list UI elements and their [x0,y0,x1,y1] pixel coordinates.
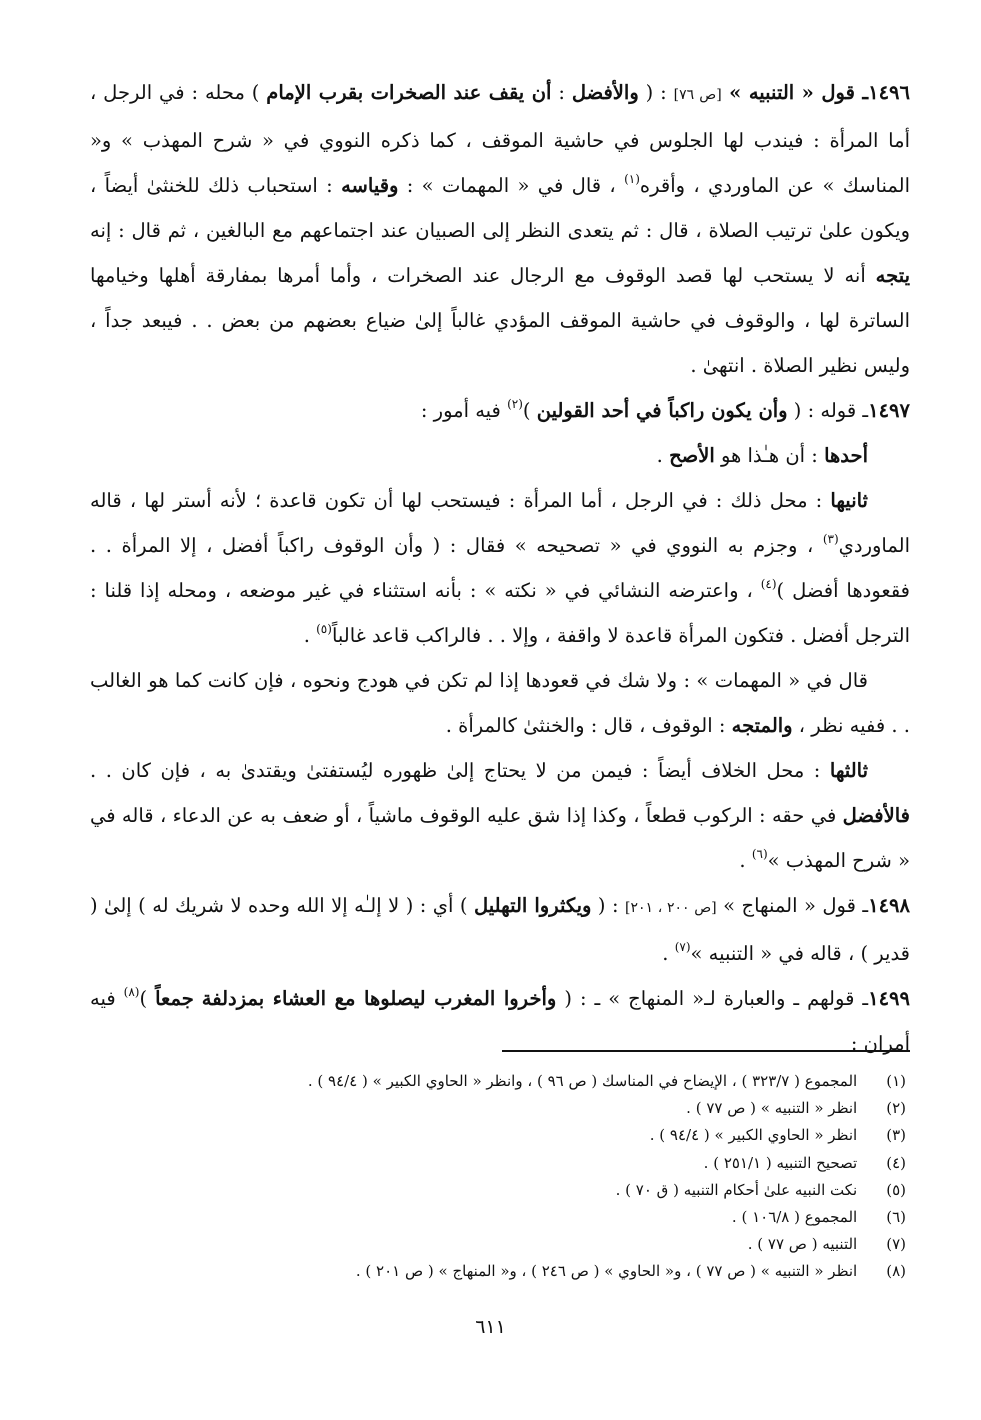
text-segment: : محل الخلاف أيضاً : فيمن من لا يحتاج إلىٰ ظهوره ليُستفتىٰ ويقتدىٰ به ، فإن كان . . [90,759,830,782]
text-segment: مع البالغين ، ثم قال : إنه [90,219,293,242]
text-segment: المهذب » و« المناسك » عن الماوردي ، وأقره [90,129,910,197]
paragraph [90,658,910,748]
text-segment: في حقه : الركوب قطعاً ، وكذا إذا شق عليه الوقوف ماشياً ، أو ضعف به عن الدعاء ، [159,804,843,827]
page-number: ٦١١ [475,1316,506,1338]
text-segment: . [662,942,675,965]
text-segment: أن يقف عند الصخرات بقرب الإمام [266,81,552,104]
footnote-separator [502,1050,910,1052]
footnote [156,1258,906,1285]
text-segment: ـ قول « المنهاج » [716,894,869,917]
footnote-marker: (٧) [674,940,691,954]
text-segment: يتجه [875,264,911,287]
paragraph [90,748,910,883]
footnote-marker: (٥) [316,622,332,636]
text-segment: . [656,444,670,467]
paragraph [90,976,910,1066]
text-segment: : الوقوف ، قال : والخنثىٰ كالمرأة . [445,714,732,737]
text-segment: أنه لا يستحب لها قصد الوقوف مع الرجال عند الصخرات ، وأما [329,264,876,287]
text-segment: بعضهم من بعض . . فيبعد جداً ، وليس نظير الصلاة . انتهىٰ . [90,309,910,377]
footnote [156,1231,906,1258]
footnote [156,1122,906,1149]
paragraph [90,388,910,433]
footnote-number: (٤) [886,1153,906,1172]
text-segment: ويكثروا التهليل [473,894,592,917]
text-segment: فيه أمران : [90,987,910,1055]
footnote-text: نكت النبيه علىٰ أحكام التنبيه ( ق ٧٠ ) . [615,1180,858,1199]
text-segment: الأصح [669,444,715,467]
text-segment: ومحله إذا قلنا : الترجل أفضل . فتكون المرأة قاعدة لا واقفة ، وإلا . . فالراكب قاعد غالباً [90,579,910,647]
text-segment: ثانيها [830,489,868,512]
text-segment: في الرجل ، أما المرأة : فيندب لها الجلوس في حاشية الموقف ، كما ذكره النووي في « شرح [90,81,910,152]
text-segment: : استحباب [247,174,342,197]
paragraph [90,478,910,658]
footnote-marker: (٤) [760,577,777,591]
paragraph [90,883,910,976]
paragraph [90,70,910,388]
text-segment: وقياسه [341,174,399,197]
footnote [156,1095,906,1122]
footnote [156,1150,906,1177]
text-segment: قال في « المهمات » : ولا شك في قعودها إذا لم تكن في هودج ونحوه ، فإن كانت كما هو [148,669,868,692]
text-segment: ، قال في « المهمات » : [398,174,625,197]
footnote [156,1068,906,1095]
text-segment: والمتجه [731,714,793,737]
text-segment: : ( [591,894,626,917]
footnote-text: انظر « الحاوي الكبير » ( ٩٤/٤ ) . [649,1126,858,1145]
footnote-number: (٧) [886,1235,906,1254]
text-segment: ١٤٩٩ [868,987,911,1010]
text-segment: قاله الماوردي [90,489,910,557]
text-segment: ، وجزم به النووي في « تصحيحه » فقال : ( وأن الوقوف راكباً أفضل ، إلا [180,534,823,557]
footnote-marker: (٨) [123,985,140,999]
text-segment: فيه أمور : [420,399,508,422]
text-segment: . [303,624,317,647]
text-segment: ـ قول « التنبيه » [721,81,869,104]
text-segment: فالأفضل [842,804,911,827]
text-segment: قاله في « شرح المهذب » [90,804,910,872]
page-reference: [ص ٧٦] [673,87,722,103]
text-segment: أحدها [824,444,868,467]
text-segment: ، واعترضه النشائي في « نكته » : بأنه استثناء في غير موضعه ، [224,579,761,602]
footnote-marker: (١) [624,172,640,186]
text-segment: ـ قوله : ( [787,399,869,422]
text-segment: ١٤٩٧ [868,399,910,422]
footnote-number: (٦) [886,1208,906,1227]
footnote-text: التنبيه ( ص ٧٧ ) . [747,1235,858,1254]
footnote [156,1204,906,1231]
text-segment: ثالثها [829,759,868,782]
footnote-number: (١) [886,1072,906,1090]
footnote-number: (٨) [886,1262,906,1281]
paragraph [90,433,910,478]
text-segment: وأن يكون راكباً في أحد القولين [536,399,788,422]
text-segment: : محل ذلك : في الرجل ، أما المرأة : فيستحب لها أن تكون قاعدة ؛ لأنه أستر لها ، [129,489,831,512]
footnote-number: (٣) [886,1126,906,1145]
footnote [156,1177,906,1204]
footnote-number: (٥) [886,1180,906,1199]
text-segment: ) [522,399,537,422]
text-segment: : ( [638,81,674,104]
text-segment: ـ قولهم ـ والعبارة لـ« المنهاج » ـ : ( [556,987,869,1010]
text-segment: والأفضل [571,81,639,104]
text-segment: ذلك للخنثىٰ أيضاً ، ويكون علىٰ ترتيب الصلاة ، قال : ثم يتعدى النظر إلى الصبيان عند اجتماعهم [90,174,911,242]
page-reference: [ص ٢٠٠ ، ٢٠١] [625,900,717,916]
text-segment: ١٤٩٦ [868,81,910,104]
text-segment: جمعاً [155,987,194,1010]
footnote-text: المجموع ( ١٠٦/٨ ) . [731,1208,858,1227]
footnote-number: (٢) [886,1099,906,1118]
footnote-text: المجموع ( ٣٢٣/٧ ) ، الإيضاح في المناسك ( ص ٩٦ ) ، وانظر « الحاوي الكبير » ( ٩٤/٤ ) . [307,1072,858,1090]
text-segment: ) [139,987,156,1010]
footnote-marker: (٦) [751,847,768,861]
text-segment: وأخروا المغرب ليصلوها مع العشاء بمزدلفة [201,987,557,1010]
footnote-marker: (٣) [822,532,839,546]
text-segment: الغالب . . ففيه نظر ، [90,669,910,737]
text-segment: ) محله : [191,81,267,104]
text-segment: : أن هـٰذا هو [714,444,825,467]
text-segment: لا شريك له ) إلىٰ ( قدير ) ، قاله في « التنبيه » [90,894,910,965]
main-text [90,70,910,1066]
footnote-text: انظر « التنبيه » ( ص ٧٧ ) . [686,1099,858,1118]
text-segment: ) أي : ( لا إلـٰه إلا الله وحده [248,894,474,917]
footnote-text: انظر « التنبيه » ( ص ٧٧ ) ، و« الحاوي » ( ص ٢٤٦ ) ، و« المنهاج » ( ص ٢٠١ ) . [355,1262,858,1281]
text-segment: أمرها بمفارقة أهلها وخيامها الساترة لها ، والوقوف في حاشية الموقف المؤدي غالباً إلىٰ ضياع [90,264,911,332]
text-segment: . [739,849,752,872]
footnote-text: تصحيح التنبيه ( ٢٥١/١ ) . [703,1153,858,1172]
footnotes [156,1068,906,1286]
footnote-marker: (٢) [507,397,523,411]
text-segment: : [551,81,572,104]
text-segment: المرأة . . فقعودها أفضل ) [90,534,911,602]
text-segment: ١٤٩٨ [868,894,910,917]
